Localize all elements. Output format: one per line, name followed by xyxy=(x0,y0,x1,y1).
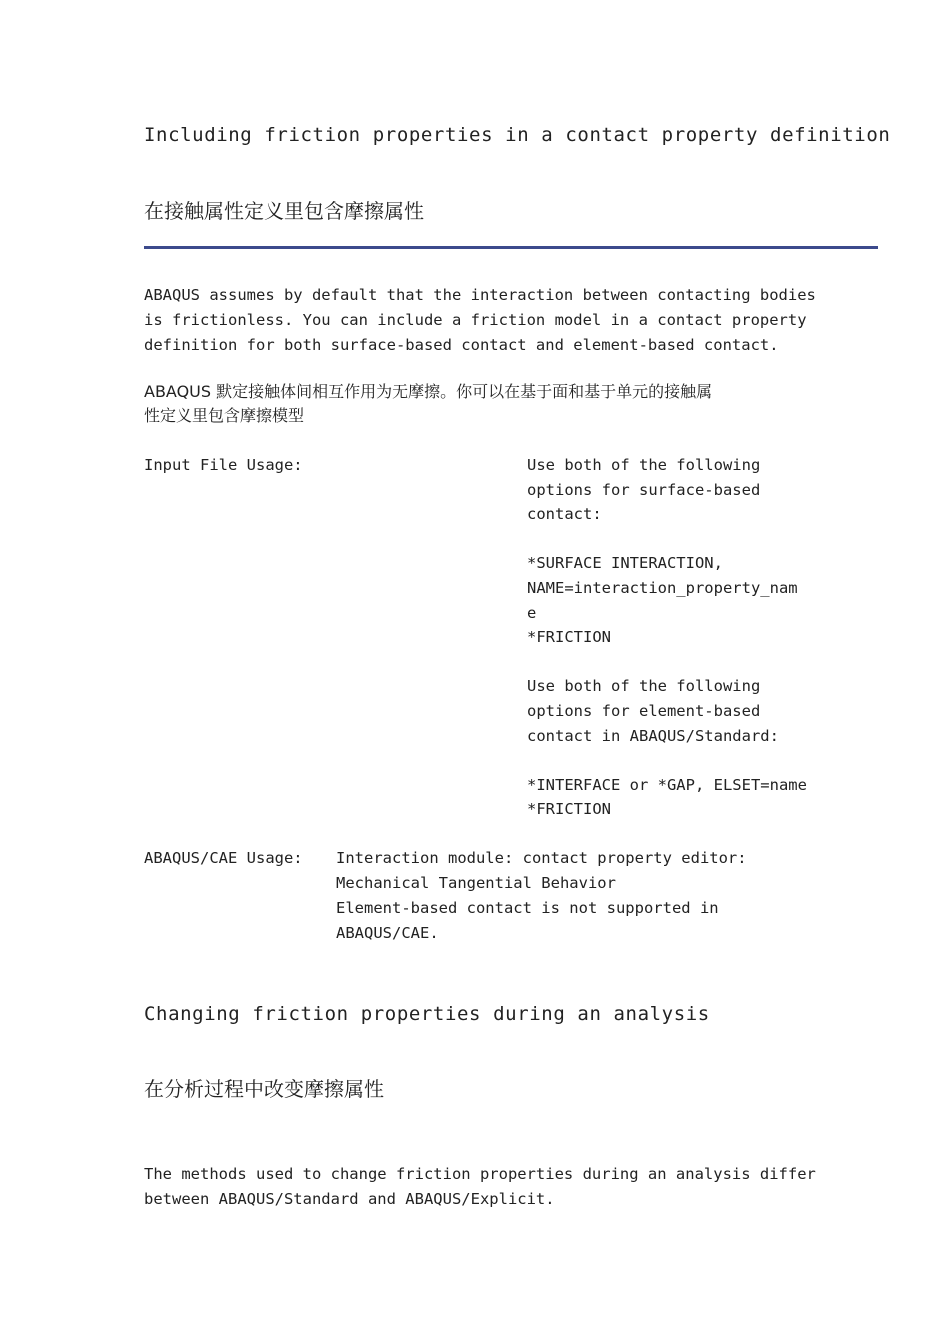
input-file-usage-block xyxy=(527,453,807,822)
usage-line: contact in ABAQUS/Standard: xyxy=(527,726,779,745)
usage-line: NAME=interaction_property_nam xyxy=(527,578,798,597)
cae-usage-label: ABAQUS/CAE Usage: xyxy=(144,849,303,867)
cae-usage-block xyxy=(336,846,747,946)
usage-line: *SURFACE INTERACTION, xyxy=(527,554,723,573)
paragraph-line: between ABAQUS/Standard and ABAQUS/Explicit. xyxy=(144,1190,555,1208)
usage-line: Mechanical Tangential Behavior xyxy=(336,874,616,892)
paragraph-line: ABAQUS 默定接触体间相互作用为无摩擦。你可以在基于面和基于单元的接触属 xyxy=(144,382,713,401)
paragraph-line: definition for both surface-based contact and element-based contact. xyxy=(144,336,779,354)
usage-line: Element-based contact is not supported in xyxy=(336,899,719,917)
usage-line: ABAQUS/CAE. xyxy=(336,924,439,942)
usage-line: contact: xyxy=(527,505,602,524)
usage-line: Use both of the following xyxy=(527,677,761,696)
usage-line: options for element-based xyxy=(527,701,761,720)
paragraph-line: is frictionless. You can include a friction model in a contact property xyxy=(144,311,807,329)
heading-rule xyxy=(144,246,878,249)
section2-title-cn: 在分析过程中改变摩擦属性 xyxy=(144,1077,384,1101)
input-file-usage-label: Input File Usage: xyxy=(144,456,303,474)
intro-paragraph-en xyxy=(144,283,816,358)
usage-line: options for surface-based xyxy=(527,480,761,499)
usage-line xyxy=(527,527,807,552)
intro-paragraph-cn xyxy=(144,380,712,428)
section2-paragraph-en xyxy=(144,1162,816,1212)
usage-line: *FRICTION xyxy=(527,628,611,647)
section2-title-en: Changing friction properties during an analysis xyxy=(144,1003,710,1025)
section-title-cn: 在接触属性定义里包含摩擦属性 xyxy=(144,199,424,223)
usage-line: *FRICTION xyxy=(527,800,611,819)
usage-line xyxy=(527,650,807,675)
section-title-en: Including friction properties in a contact property definition xyxy=(144,124,891,146)
paragraph-line: The methods used to change friction properties during an analysis differ xyxy=(144,1165,816,1183)
usage-line: Interaction module: contact property editor: xyxy=(336,849,747,867)
usage-line xyxy=(527,748,807,773)
usage-line: Use both of the following xyxy=(527,456,761,474)
paragraph-line: ABAQUS assumes by default that the interaction between contacting bodies xyxy=(144,286,816,304)
paragraph-line: 性定义里包含摩擦模型 xyxy=(144,406,305,425)
usage-line: *INTERFACE or *GAP, ELSET=name xyxy=(527,775,807,794)
usage-line: e xyxy=(527,603,537,622)
